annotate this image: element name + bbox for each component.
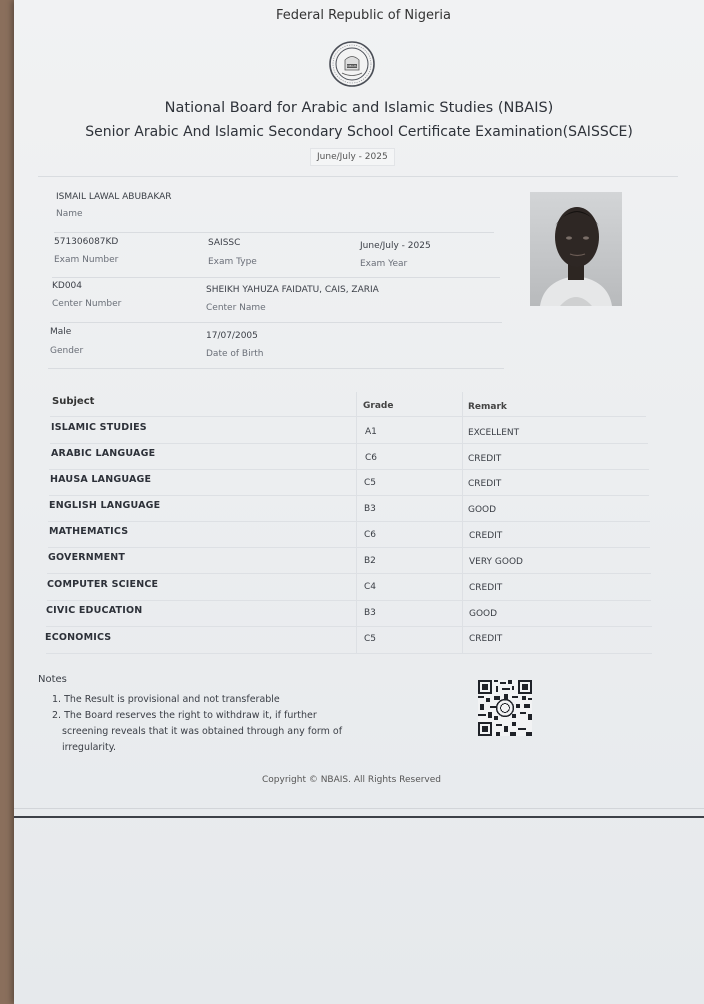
subject-cell: GOVERNMENT [48, 552, 126, 563]
grade-column-divider [356, 392, 357, 654]
subject-cell: COMPUTER SCIENCE [47, 579, 159, 590]
gender-label: Gender [50, 346, 84, 356]
center-number-label: Center Number [52, 299, 122, 309]
remark-cell: GOOD [468, 505, 497, 515]
exam-number: 571306087KD [54, 237, 119, 247]
note-item: 1. The Result is provisional and not transferable [52, 694, 280, 705]
center-name-label: Center Name [206, 303, 266, 313]
note-item: irregularity. [62, 742, 116, 753]
grade-cell: C5 [364, 478, 377, 488]
remark-cell: GOOD [469, 609, 498, 619]
divider [38, 176, 678, 177]
date-of-birth: 17/07/2005 [206, 331, 258, 341]
candidate-photo [530, 192, 622, 306]
remark-cell: CREDIT [469, 531, 503, 541]
qr-code-icon [478, 680, 532, 736]
row-divider [46, 626, 652, 627]
board-title: National Board for Arabic and Islamic Studies (NBAIS) [164, 100, 554, 116]
row-divider [49, 469, 649, 470]
grade-cell: C6 [365, 453, 378, 463]
subject-cell: HAUSA LANGUAGE [50, 474, 152, 485]
grade-cell: A1 [365, 427, 377, 437]
subject-cell: ENGLISH LANGUAGE [49, 500, 161, 511]
exam-number-label: Exam Number [54, 255, 119, 265]
remark-cell: CREDIT [469, 583, 503, 593]
grade-cell: C6 [364, 530, 377, 540]
divider [52, 277, 500, 278]
row-divider [50, 416, 646, 417]
subject-cell: ECONOMICS [45, 632, 112, 643]
row-divider [47, 600, 651, 601]
remark-cell: CREDIT [468, 479, 502, 489]
grade-header: Grade [363, 401, 394, 411]
exam-year: June/July - 2025 [360, 241, 431, 251]
grade-cell: B3 [364, 504, 376, 514]
divider [48, 368, 504, 369]
remark-header: Remark [468, 402, 507, 412]
row-divider [50, 443, 648, 444]
grade-cell: B3 [364, 608, 376, 618]
row-divider [47, 573, 651, 574]
row-divider [46, 653, 652, 654]
divider [50, 322, 502, 323]
candidate-name: ISMAIL LAWAL ABUBAKAR [56, 192, 172, 202]
nbais-seal-logo [328, 40, 376, 88]
note-item: 2. The Board reserves the right to withdraw it, if further [52, 710, 317, 721]
name-label: Name [56, 209, 83, 219]
result-slip [14, 0, 704, 1004]
divider [14, 816, 704, 818]
gender: Male [50, 327, 72, 337]
divider [54, 232, 494, 233]
remark-cell: CREDIT [468, 454, 502, 464]
center-number: KD004 [52, 281, 83, 291]
country-title: Federal Republic of Nigeria [276, 8, 451, 23]
subject-cell: CIVIC EDUCATION [46, 605, 143, 616]
grade-cell: C5 [364, 634, 377, 644]
exam-type: SAISSC [208, 238, 241, 248]
divider [14, 808, 704, 809]
grade-cell: B2 [364, 556, 376, 566]
session-badge: June/July - 2025 [310, 148, 395, 166]
remark-cell: EXCELLENT [468, 428, 520, 438]
subject-cell: ARABIC LANGUAGE [51, 448, 156, 459]
exam-year-label: Exam Year [360, 259, 408, 269]
remark-column-divider [462, 392, 463, 654]
person-silhouette-icon [530, 192, 622, 306]
seal-text: NBAIS [347, 64, 357, 69]
copyright-text: Copyright © NBAIS. All Rights Reserved [262, 775, 442, 785]
row-divider [48, 547, 650, 548]
notes-title: Notes [38, 674, 67, 685]
grade-cell: C4 [364, 582, 377, 592]
row-divider [49, 495, 649, 496]
center-name: SHEIKH YAHUZA FAIDATU, CAIS, ZARIA [206, 285, 379, 295]
row-divider [48, 521, 650, 522]
subject-cell: ISLAMIC STUDIES [51, 422, 147, 433]
exam-title: Senior Arabic And Islamic Secondary School Certificate Examination(SAISSCE) [85, 124, 633, 140]
subject-cell: MATHEMATICS [49, 526, 129, 537]
date-of-birth-label: Date of Birth [206, 349, 264, 359]
subject-header: Subject [52, 396, 95, 407]
remark-cell: VERY GOOD [469, 557, 523, 567]
remark-cell: CREDIT [469, 634, 503, 644]
note-item: screening reveals that it was obtained through any form of [62, 726, 343, 737]
exam-type-label: Exam Type [208, 257, 257, 267]
